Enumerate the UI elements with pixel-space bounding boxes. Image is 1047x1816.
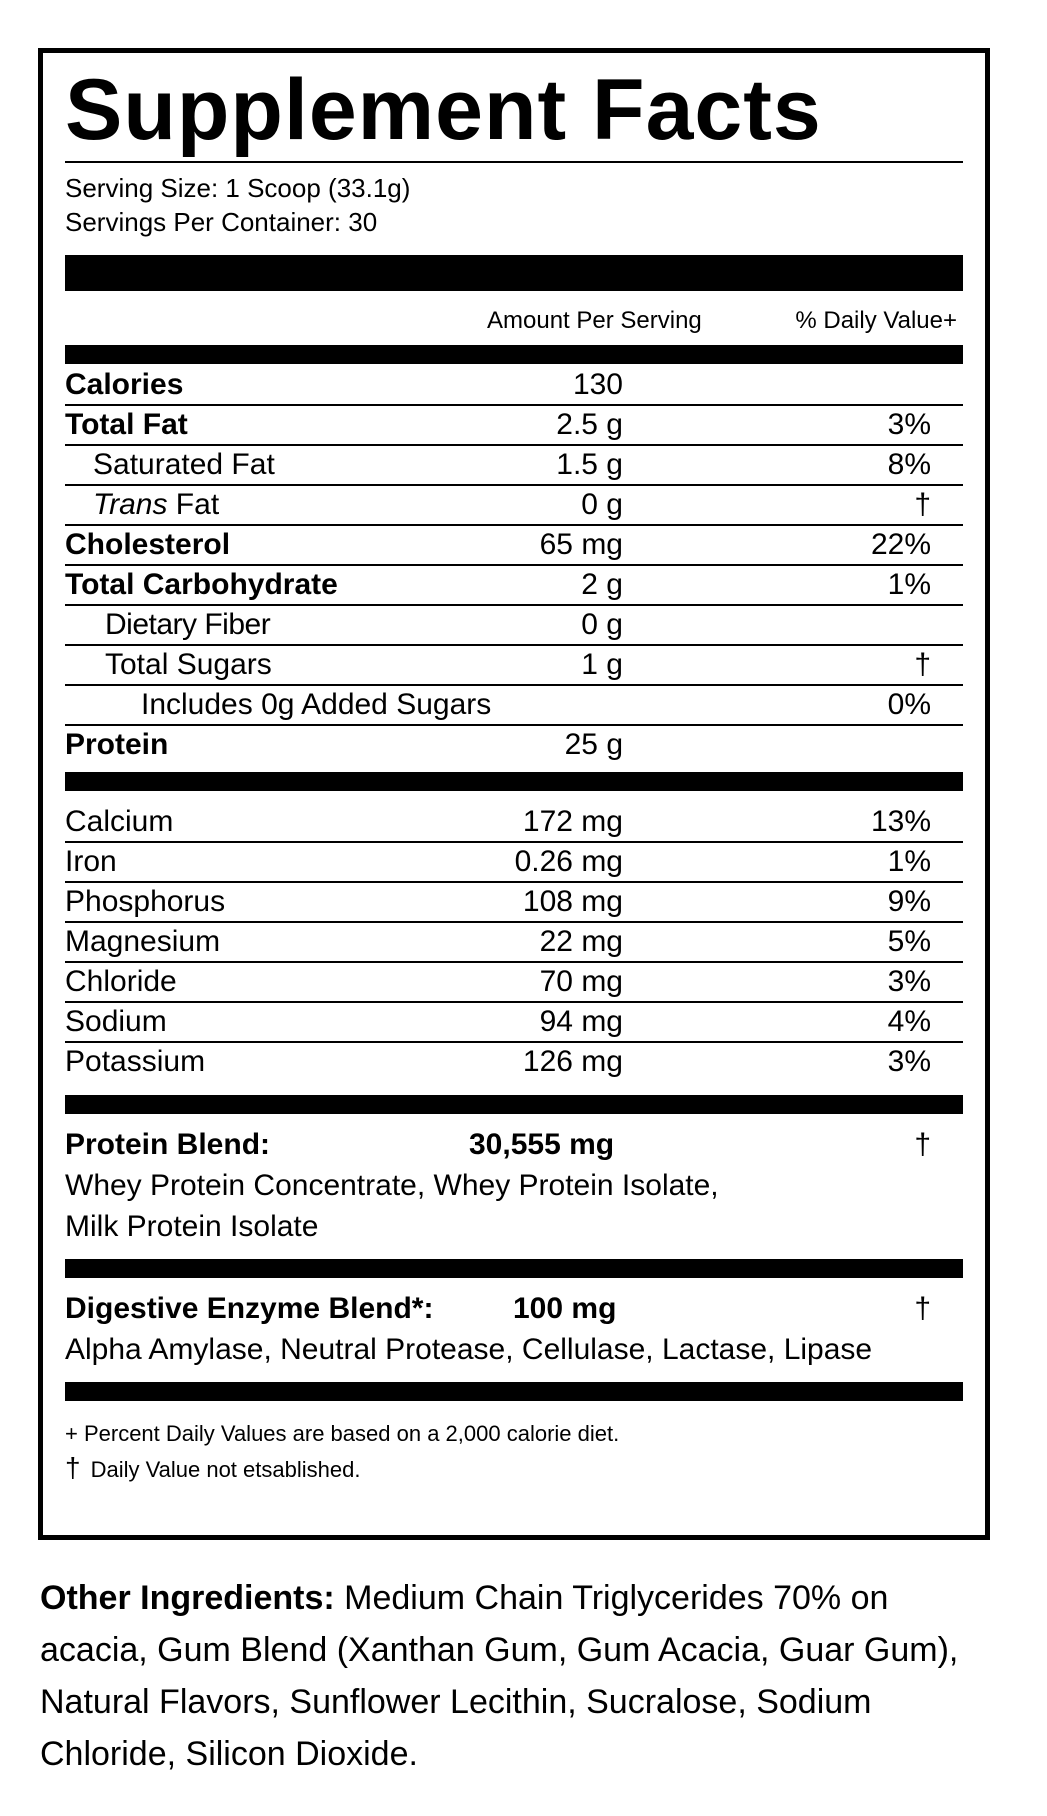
footnote-not-established [65,1451,963,1487]
mineral-name: Chloride [65,965,177,998]
nutrient-dv: 0% [887,688,931,721]
nutrient-amount: 25 g [564,728,623,761]
protein-blend-dv: † [914,1128,931,1161]
daily-value-column-header: % Daily Value+ [795,307,957,334]
table-row [65,726,963,770]
nutrient-name: Total Sugars [105,648,272,681]
nutrient-amount: 1.5 g [556,448,623,481]
table-row [65,526,963,566]
dagger-mark: † [65,1452,81,1483]
column-headers [65,291,963,345]
thick-divider [65,772,963,791]
nutrient-dv: † [914,648,931,681]
protein-blend [65,1114,963,1259]
nutrient-amount: 0 g [581,608,623,641]
table-row [65,803,963,843]
mineral-amount: 22 mg [539,925,623,958]
nutrient-dv: 8% [887,448,931,481]
table-row [65,566,963,606]
table-row [65,1003,963,1043]
serving-size: Serving Size: 1 Scoop (33.1g) [65,173,411,203]
mineral-amount: 0.26 mg [514,845,623,878]
nutrient-dv: 22% [870,528,931,561]
servings-per-container: Servings Per Container: 30 [65,207,378,237]
mineral-name: Sodium [65,1005,167,1038]
mineral-dv: 4% [887,1005,931,1038]
nutrient-name: Total Carbohydrate [65,568,338,601]
nutrient-name: Includes 0g Added Sugars [141,688,492,721]
nutrient-name: Protein [65,728,169,761]
enzyme-blend-name: Digestive Enzyme Blend*: [65,1292,434,1325]
nutrient-amount: 0 g [581,488,623,521]
mineral-amount: 126 mg [522,1045,623,1078]
mineral-dv: 3% [887,1045,931,1078]
table-row [65,366,963,406]
nutrient-name: Total Fat [65,408,188,441]
nutrient-name: Dietary Fiber [105,608,271,641]
table-row [65,486,963,526]
enzyme-blend-ingredients: Alpha Amylase, Neutral Protease, Cellulase, Lactase, Lipase [65,1333,873,1366]
nutrient-dv: † [914,488,931,521]
mineral-name: Iron [65,845,117,878]
mineral-dv: 1% [887,845,931,878]
mineral-dv: 3% [887,965,931,998]
nutrient-amount: 2 g [581,568,623,601]
table-row [65,606,963,646]
trans-italic: Trans [93,488,168,521]
table-row [65,686,963,726]
nutrient-amount: 65 mg [539,528,623,561]
other-ingredients [40,1572,1000,1780]
nutrient-name: Calories [65,368,184,401]
mineral-dv: 9% [887,885,931,918]
nutrient-amount: 2.5 g [556,408,623,441]
thick-divider [65,345,963,364]
protein-blend-name: Protein Blend: [65,1128,271,1161]
mineral-name: Calcium [65,805,174,838]
nutrient-dv: 1% [887,568,931,601]
protein-blend-amount: 30,555 mg [469,1128,615,1161]
nutrient-amount: 1 g [581,648,623,681]
mineral-amount: 70 mg [539,965,623,998]
thick-divider [65,1095,963,1114]
panel-title: Supplement Facts [65,62,822,158]
footnote-daily-values: + Percent Daily Values are based on a 2,000 calorie diet. [65,1421,620,1446]
mineral-amount: 108 mg [522,885,623,918]
table-row [65,646,963,686]
minerals-table [65,803,963,1087]
footnotes [65,1401,963,1487]
other-ingredients-label: Other Ingredients: [40,1579,335,1617]
mineral-name: Phosphorus [65,885,226,918]
nutrient-amount: 130 [572,368,623,401]
mineral-name: Potassium [65,1045,206,1078]
supplement-facts-panel [38,48,990,1540]
thick-divider [65,255,963,291]
nutrient-name [65,488,219,522]
table-row [65,883,963,923]
macros-table [65,366,963,770]
protein-blend-ingredients-line2: Milk Protein Isolate [65,1210,319,1243]
nutrient-name: Cholesterol [65,528,231,561]
footnote-text: Daily Value not etsablished. [90,1457,361,1482]
enzyme-blend [65,1278,963,1382]
nutrient-name: Saturated Fat [93,448,275,481]
protein-blend-header [65,1124,963,1165]
thick-divider [65,1382,963,1401]
panel-content [65,53,963,1487]
enzyme-blend-dv: † [914,1292,931,1325]
table-row [65,843,963,883]
table-row [65,446,963,486]
mineral-name: Magnesium [65,925,221,958]
mineral-dv: 13% [870,805,931,838]
thick-divider [65,1259,963,1278]
amount-column-header: Amount Per Serving [487,307,702,334]
other-ingredients-text: Medium Chain Triglycerides 70% on acacia, Gum Blend (Xanthan Gum, Gum Acacia, Guar Gum), Natural Flavors, Sunflower Lecithin, Sucralose, Sodium Chloride, Silicon Dioxide. [40,1579,959,1773]
divider [65,161,963,163]
mineral-amount: 94 mg [539,1005,623,1038]
table-row [65,406,963,446]
table-row [65,923,963,963]
mineral-amount: 172 mg [522,805,623,838]
trans-rest: Fat [167,488,220,521]
enzyme-blend-header [65,1288,963,1329]
enzyme-blend-amount: 100 mg [513,1292,617,1325]
protein-blend-ingredients-line1: Whey Protein Concentrate, Whey Protein Isolate, [65,1169,719,1202]
mineral-dv: 5% [887,925,931,958]
table-row [65,1043,963,1087]
nutrient-dv: 3% [887,408,931,441]
table-row [65,963,963,1003]
